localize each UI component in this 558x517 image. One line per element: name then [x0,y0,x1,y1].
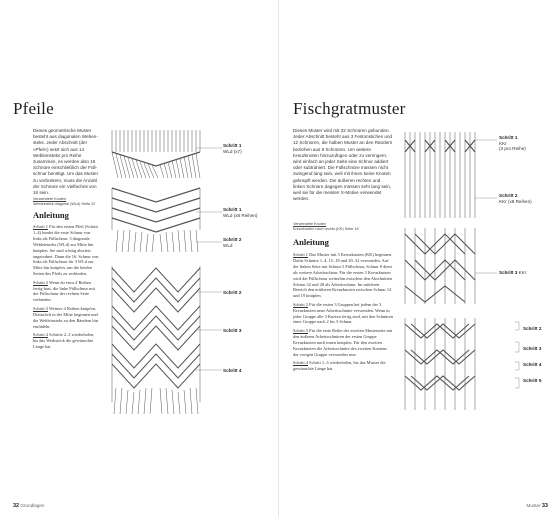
step-2: Schritt 2 Für die ersten 3 Gruppen bei jedem der 3 Kreuzknoten neue Arbeitsschnüre verwenden. Wenn in jeder Gruppe alle 3 Knoten fertig sind, mit den Schnüren einer Gruppe nach 2 bis 3 Schnur. [293,301,393,325]
used-knots-label: Verwendete Knoten [293,222,327,226]
left-callout-lines [196,140,226,380]
anleitung-heading: Anleitung [33,210,69,220]
step-1: Schritt 1 Für den ersten Pfeil (Schritt 1–4) bindet die erste Schnur von links als Füllschnur. 3 diagonale Webleinsteks (WLd) zur Mitte hin knüpfen. Sie sind schräg abwärts angeordnet. Dann die 16. Schnur von links als Füllschnur für 3 WLd zur Mitte hin knüpfen, um die beiden Seiten des Pfeils zu verbinden. [33,224,99,277]
used-knots-value: Kreuzknoten nach rechts (KK) Seite 18 [293,227,359,231]
anleitung-heading: Anleitung [293,237,329,247]
section-name: Muster [526,503,541,508]
intro-text: Dieses Muster wird mit 32 Schnüren gebunden. Jeder Abschnitt besteht aus 3 Festonstichen und 12 Schnüren, die halben Muster an den Rändern beziehen aus 8 Schnüren. Um weitere Kreuzknoten hinzuzufügen oder zu verringern, wird einfach an jeder Seite eine Schnur addiert oder subtrahiert. Die Füllschnüre müssen nicht zwingend lang sein, weil mit ihnen keine Knoten geknüpft werden. Die äußeren rechten und linken Schnüre dagegen müssen sehr lang sein, weil sie für die meisten X-Motive verwendet werden. [293,128,393,202]
left-footer [13,503,44,509]
steps-list [293,252,393,374]
step-4: Schritt 4 Schritt 1–3 wiederholen, bis das Muster die gewünschte Länge hat. [293,359,386,371]
fishbone-illustration-1 [401,130,481,220]
intro-text: Dieses geometrische Muster besteht aus diagonalen Weben-steks. Jeder Abschnitt (der »Pfeil«) setzt sich aus 14 Webleinsteks pro Reihe zusammen, es werden also 16 Schnüre einschließlich der Füll-schnur benötigt. Um das Muster zu verbreitern, muss die Anzahl der Schnüre ein Vielfaches von 16 sein. [33,128,99,196]
used-knots-label: Verwendete Knoten [33,197,67,201]
used-knots [293,222,393,232]
page-title: Pfeile [13,99,54,118]
page-number: 33 [541,503,548,509]
callout-step-1: Schritt 1 KKr (3 pro Reihe) [499,135,526,152]
callout-step-1a: Schritt 1 WLd (x7) [223,143,242,154]
step-4: Schritt 4 Schritte 2–3 wiederholen, bis das Werkstück die gewünschte Länge hat. [33,331,95,349]
callout-step-1b: Schritt 1 WLd (x8 Reihen) [223,207,258,218]
callout-step-4: Schritt 4 [523,362,542,367]
step-1: Schritt 1 Das Muster mit 3 Kreuzknoten (KK) beginnen. Dafür Schnüre 1–4, 15–18 und 29–32 verwenden. Auf der linken Seite mit Schnur 5 Füllschnur, Schnur 8 dient als weitere Arbeitsschnur. Für die ersten 3 Kreuzknoten wird die Füllschnur weiterhin zwischen den Abschnitten Schnur 32 und 28 als Arbeitsschnur. Im mittleren Bereich den mittleren Kreuzknoten zwischen Schnur 14 und 19 knüpfen. [293,252,393,299]
step-3: Schritt 3 Weitere 4 Reihen knüpfen. Dienstlich in der Mitte beginnen und die Webleinsteks zu den Rändern hin einfädeln. [33,305,99,329]
callout-step-2b: Schritt 2 [223,290,242,295]
right-page [279,0,558,517]
page-title: Fischgratmuster [293,99,406,118]
fishbone-illustration-3 [401,316,481,412]
callout-step-5: Schritt 5 [523,378,542,383]
steps-list [33,224,99,352]
callout-step-4: Schritt 4 [223,368,242,373]
step-3: Schritt 3 Für die erste Reihe der zweiten Musterseite mit den äußeren Arbeitsschnüren der ersten Gruppe Kreuzknoten nach innen knüpfen. Für den zweiten Kreuzknoten die Arbeitsschnüre des zweiten Knotens der vorigen Gruppe verwenden usw. [293,327,393,357]
fishbone-illustration-2 [401,226,481,306]
step-2: Schritt 2 Wenn du etwa 4 Reihen fertig hast, die linke Füllschnur mit der Füllschnur der rechten Seite verbinden. [33,279,95,303]
callout-step-3: Schritt 3 [223,328,242,333]
callout-step-2b: Schritt 2 [523,326,542,331]
callout-step-2a: Schritt 2 KKr (x8 Reihen) [499,193,532,204]
page-number: 32 [13,503,20,509]
right-footer [527,503,548,509]
section-name: Grundlagen [20,503,45,508]
callout-step-3a: Schritt 3 KKr [499,270,527,275]
callout-step-3b: Schritt 3 [523,346,542,351]
callout-step-2a: Schritt 2 WLd [223,237,242,248]
used-knots [33,197,99,207]
used-knots-value: Webleinstek diagonal (WLd) Seite 22 [33,202,96,206]
